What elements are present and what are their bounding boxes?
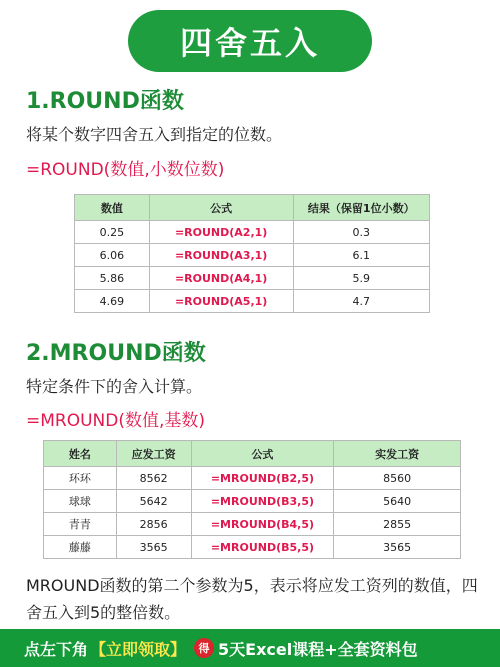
header-cell: 数值 xyxy=(75,195,150,221)
section2-description: 特定条件下的舍入计算。 xyxy=(26,377,203,396)
salary-cell: 3565 xyxy=(116,536,191,559)
formula-cell: =ROUND(A2,1) xyxy=(149,221,293,244)
header-cell: 公式 xyxy=(191,441,334,467)
section2-heading: 2.MROUND函数 xyxy=(26,341,206,366)
header-cell: 实发工资 xyxy=(334,441,461,467)
result-cell: 3565 xyxy=(334,536,461,559)
result-cell: 6.1 xyxy=(293,244,429,267)
formula-cell: =MROUND(B4,5) xyxy=(191,513,334,536)
header-cell: 公式 xyxy=(149,195,293,221)
table-row xyxy=(75,244,430,267)
formula-cell: =ROUND(A3,1) xyxy=(149,244,293,267)
value-cell: 6.06 xyxy=(75,244,150,267)
name-cell: 环环 xyxy=(44,467,117,490)
round-table xyxy=(74,194,430,313)
table-row xyxy=(75,290,430,313)
table-row xyxy=(75,267,430,290)
result-cell: 5640 xyxy=(334,490,461,513)
salary-cell: 8562 xyxy=(116,467,191,490)
claim-now-link[interactable]: 【立即领取】 xyxy=(90,639,187,659)
footer-prefix: 点左下角 xyxy=(24,639,89,659)
header-cell: 应发工资 xyxy=(116,441,191,467)
formula-cell: =ROUND(A5,1) xyxy=(149,290,293,313)
section1-formula: =ROUND(数值,小数位数) xyxy=(26,160,225,180)
value-cell: 0.25 xyxy=(75,221,150,244)
salary-cell: 5642 xyxy=(116,490,191,513)
header-cell: 姓名 xyxy=(44,441,117,467)
result-cell: 8560 xyxy=(334,467,461,490)
result-cell: 5.9 xyxy=(293,267,429,290)
name-cell: 藤藤 xyxy=(44,536,117,559)
de-badge-icon: 得 xyxy=(194,638,214,658)
mround-table xyxy=(43,440,461,559)
name-cell: 青青 xyxy=(44,513,117,536)
table-row xyxy=(44,490,461,513)
table-row xyxy=(44,536,461,559)
formula-cell: =MROUND(B3,5) xyxy=(191,490,334,513)
page-title-banner xyxy=(128,10,372,72)
formula-cell: =MROUND(B2,5) xyxy=(191,467,334,490)
footer-suffix: 5天Excel课程+全套资料包 xyxy=(218,639,418,659)
footer-banner[interactable] xyxy=(0,629,500,667)
result-cell: 4.7 xyxy=(293,290,429,313)
formula-cell: =ROUND(A4,1) xyxy=(149,267,293,290)
salary-cell: 2856 xyxy=(116,513,191,536)
header-cell: 结果（保留1位小数） xyxy=(293,195,429,221)
name-cell: 球球 xyxy=(44,490,117,513)
result-cell: 2855 xyxy=(334,513,461,536)
formula-cell: =MROUND(B5,5) xyxy=(191,536,334,559)
table-row xyxy=(44,513,461,536)
page-title: 四舍五入 xyxy=(179,24,320,62)
table-header-row xyxy=(44,441,461,467)
result-cell: 0.3 xyxy=(293,221,429,244)
table-header-row xyxy=(75,195,430,221)
section1-heading: 1.ROUND函数 xyxy=(26,89,184,114)
section1-description: 将某个数字四舍五入到指定的位数。 xyxy=(26,125,283,144)
section2-formula: =MROUND(数值,基数) xyxy=(26,411,206,431)
mround-note: MROUND函数的第二个参数为5，表示将应发工资列的数值，四舍五入到5的整倍数。 xyxy=(26,576,478,622)
value-cell: 4.69 xyxy=(75,290,150,313)
value-cell: 5.86 xyxy=(75,267,150,290)
table-row xyxy=(44,467,461,490)
table-row xyxy=(75,221,430,244)
